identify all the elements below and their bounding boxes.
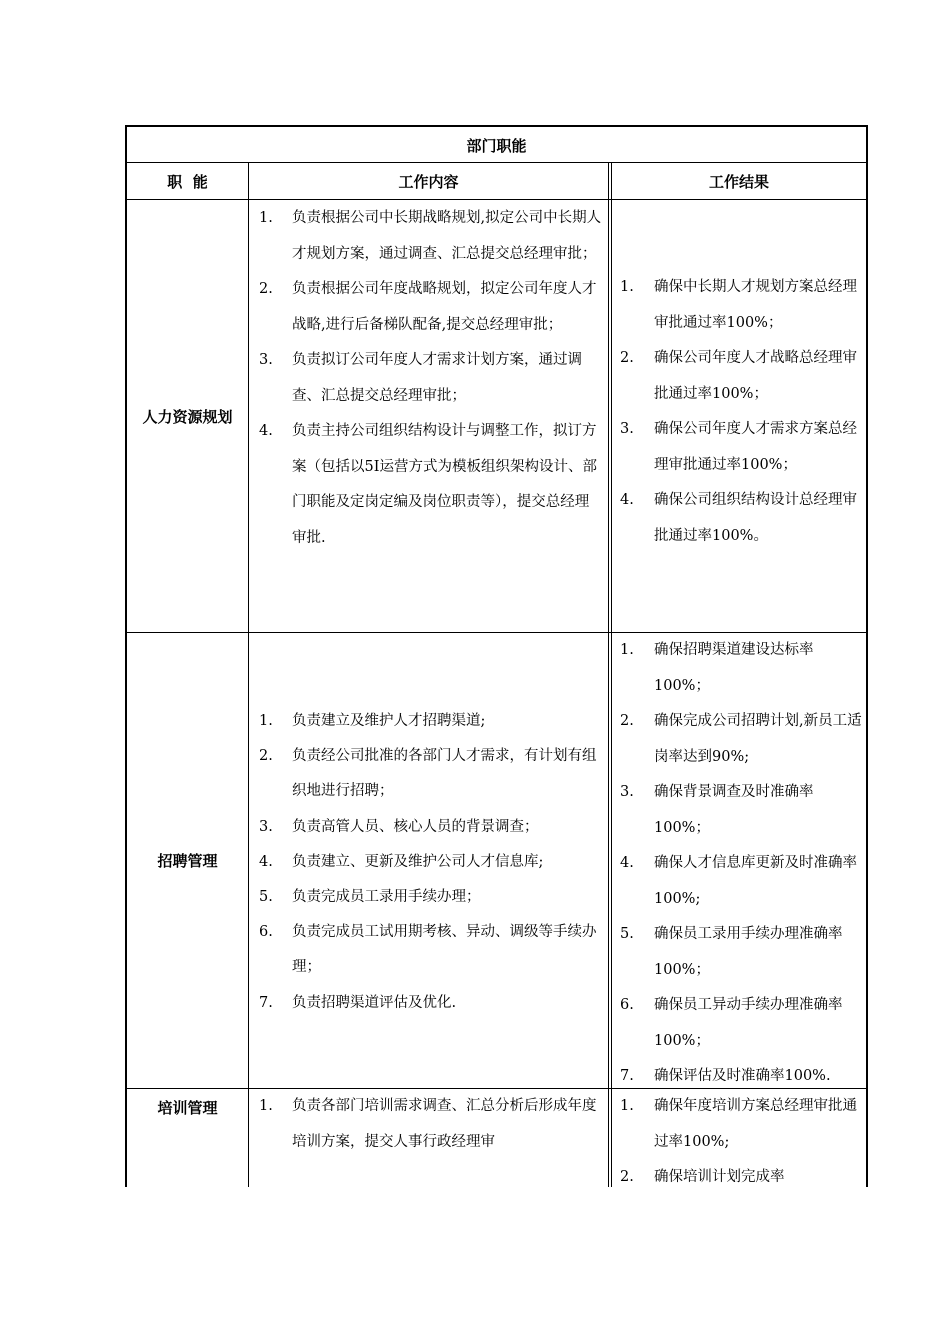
result-list-recruitment bbox=[612, 633, 862, 1095]
header-content: 工作内容 bbox=[398, 173, 459, 191]
table-title: 部门职能 bbox=[466, 136, 527, 155]
list-item: 3. 确保背景调查及时准确率100%； bbox=[620, 784, 814, 836]
result-list-training bbox=[612, 1089, 862, 1187]
list-item: 4. 负责主持公司组织结构设计与调整工作，拟订方案（包括以5I运营方式为模板组织架构设计、部门职能及定岗定编及岗位职责等），提交总经理审批. bbox=[259, 423, 597, 546]
list-item: 3. 负责高管人员、核心人员的背景调查； bbox=[259, 818, 539, 835]
department-function-table bbox=[125, 125, 868, 1187]
list-item: 1. 负责各部门培训需求调查、汇总分析后形成年度培训方案，提交人事行政经理审 bbox=[259, 1098, 597, 1150]
list-item: 6. 负责完成员工试用期考核、异动、调级等手续办理； bbox=[259, 924, 597, 976]
function-training: 培训管理 bbox=[157, 1098, 218, 1117]
header-function: 职 能 bbox=[167, 173, 208, 191]
list-item: 3. 确保公司年度人才需求方案总经理审批通过率100%； bbox=[620, 421, 857, 473]
function-hr-planning: 人力资源规划 bbox=[142, 407, 233, 426]
list-item: 3. 负责拟订公司年度人才需求计划方案，通过调查、汇总提交总经理审批； bbox=[259, 352, 582, 404]
content-list-training bbox=[249, 1089, 603, 1160]
content-list-hr-planning bbox=[249, 201, 603, 556]
list-item: 4. 确保公司组织结构设计总经理审批通过率100%。 bbox=[620, 492, 857, 544]
list-item: 7. 确保评估及时准确率100%. bbox=[620, 1068, 831, 1084]
list-item: 2. 负责经公司批准的各部门人才需求，有计划有组织地进行招聘； bbox=[259, 748, 597, 800]
list-item: 4. 负责建立、更新及维护公司人才信息库; bbox=[259, 853, 544, 870]
content-clip-training bbox=[249, 1089, 608, 1187]
list-item: 1. 确保年度培训方案总经理审批通过率100%; bbox=[620, 1098, 857, 1150]
result-list-hr-planning bbox=[612, 270, 862, 554]
list-item: 4. 确保人才信息库更新及时准确率100%; bbox=[620, 855, 857, 907]
content-list-recruitment bbox=[249, 704, 603, 1021]
header-result: 工作结果 bbox=[708, 173, 769, 191]
list-item: 1. 确保中长期人才规划方案总经理审批通过率100%； bbox=[620, 279, 857, 331]
list-item: 7. 负责招聘渠道评估及优化. bbox=[259, 994, 457, 1011]
result-clip-training bbox=[612, 1089, 866, 1187]
list-item: 2. 确保完成公司招聘计划,新员工适岗率达到90%; bbox=[620, 713, 862, 765]
function-recruitment: 招聘管理 bbox=[157, 852, 218, 870]
list-item: 1. 确保招聘渠道建设达标率100%； bbox=[620, 642, 814, 694]
list-item: 2. 负责根据公司年度战略规划，拟定公司年度人才战略,进行后备梯队配备,提交总经理审批； bbox=[259, 281, 597, 333]
list-item: 2. 确保培训计划完成率 bbox=[620, 1169, 785, 1185]
list-item: 1. 负责建立及维护人才招聘渠道; bbox=[259, 713, 486, 729]
list-item: 6. 确保员工异动手续办理准确率100%； bbox=[620, 997, 843, 1049]
list-item: 2. 确保公司年度人才战略总经理审批通过率100%； bbox=[620, 350, 857, 402]
list-item: 5. 确保员工录用手续办理准确率100%； bbox=[620, 926, 843, 978]
list-item: 1. 负责根据公司中长期战略规划,拟定公司中长期人才规划方案，通过调查、汇总提交总经理审批； bbox=[259, 210, 602, 262]
list-item: 5. 负责完成员工录用手续办理； bbox=[259, 889, 481, 906]
